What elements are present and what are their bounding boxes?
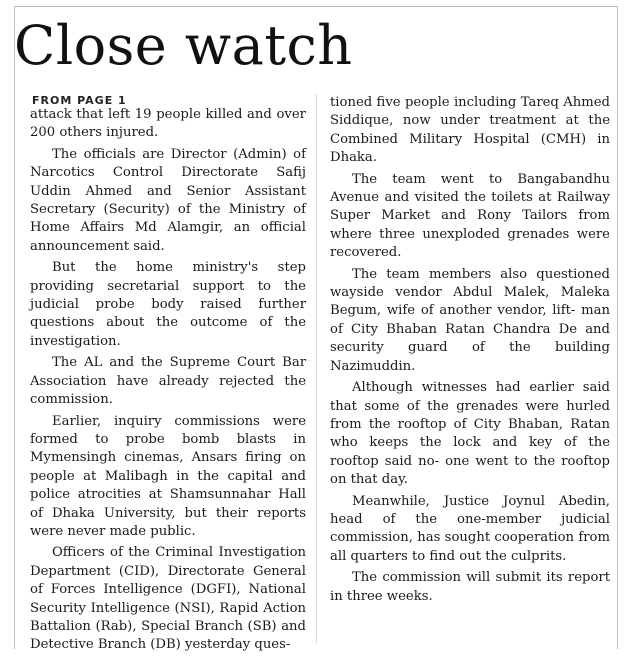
- paragraph: But the home ministry's step providing secretarial support to the judicial probe body raised further questions about the outcome of the investigation.: [30, 260, 306, 349]
- paragraph: Officers of the Criminal Investigation Department (CID), Directorate General of Forces Intelligence (DGFI), National Security Intelligence (NSI), Rapid Action Battalion (Rab), Special Branch (SB) and Detective Branch (DB) yesterday ques-: [30, 545, 306, 653]
- paragraph: The officials are Director (Admin) of Narcotics Control Directorate Safij Uddin Ahmed and Senior Assistant Secretary (Security) of the Ministry of Home Affairs Md Alamgir, an official announcement said.: [30, 146, 306, 254]
- right-column: [330, 94, 610, 609]
- paragraph: attack that left 19 people killed and over 200 others injured.: [30, 107, 306, 141]
- paragraph: The team members also questioned wayside vendor Abdul Malek, Maleka Begum, wife of another vendor, lift- man of City Bhaban Ratan Chandra De and security guard of the building Nazimuddin.: [330, 266, 610, 374]
- left-column: [30, 106, 306, 658]
- kicker-from-page-1: FROM PAGE 1: [32, 94, 127, 107]
- paragraph: The team went to Bangabandhu Avenue and visited the toilets at Railway Super Market and Rony Tailors from where three unexploded grenades were recovered.: [330, 171, 610, 261]
- paragraph: The AL and the Supreme Court Bar Association have already rejected the commission.: [30, 355, 306, 408]
- paragraph: The commission will submit its report in three weeks.: [330, 570, 610, 604]
- headline: Close watch: [14, 14, 353, 77]
- paragraph: tioned five people including Tareq Ahmed Siddique, now under treatment at the Combined Military Hospital (CMH) in Dhaka.: [330, 95, 610, 166]
- column-divider: [316, 94, 317, 644]
- paragraph: Meanwhile, Justice Joynul Abedin, head of the one-member judicial commission, has sought cooperation from all quarters to find out the culprits.: [330, 493, 610, 564]
- paragraph: Although witnesses had earlier said that some of the grenades were hurled from the rooftop of City Bhaban, Ratan who keeps the lock and key of the rooftop said no- one went to the rooftop on that day.: [330, 380, 610, 488]
- paragraph: Earlier, inquiry commissions were formed to probe bomb blasts in Mymensingh cinemas, Ansars firing on people at Malibagh in the capital and police atrocities at Shamsunnahar Hall of Dhaka University, but their reports were never made public.: [30, 413, 306, 539]
